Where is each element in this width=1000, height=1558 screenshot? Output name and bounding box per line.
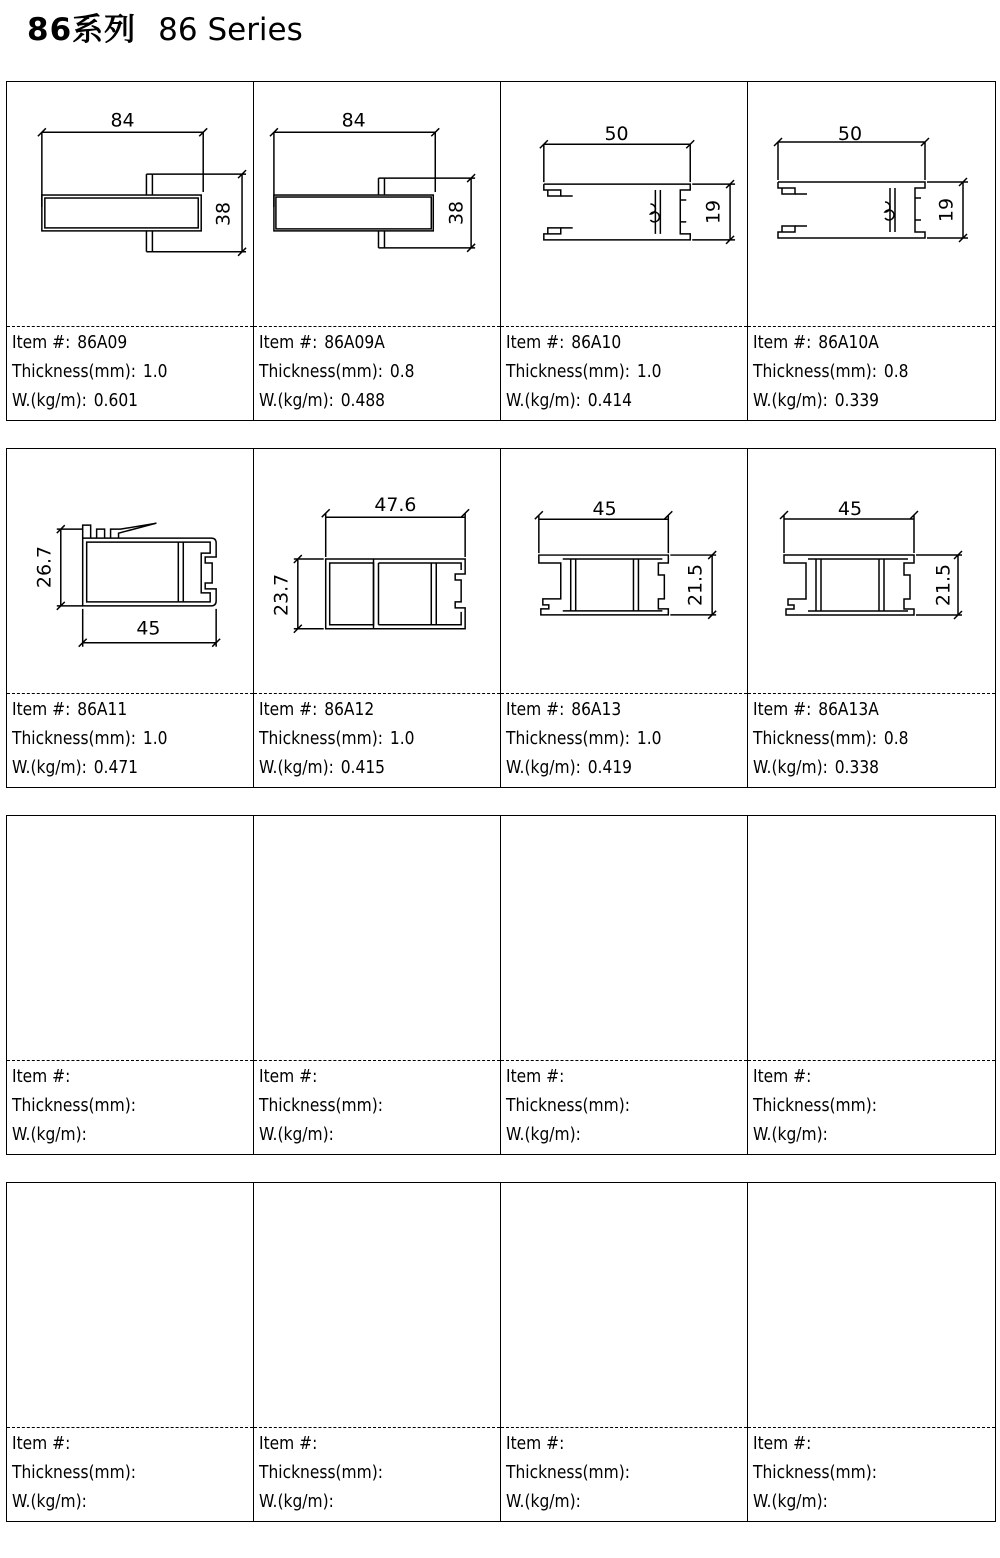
profile-info [753, 1062, 884, 1149]
item-label: Item #: [506, 1433, 565, 1454]
item-value: 86A12 [324, 699, 375, 720]
item-label: Item #: [259, 1433, 318, 1454]
profile-row-2 [6, 448, 996, 788]
item-label: Item #: [12, 1066, 71, 1087]
weight-label: W.(kg/m): [259, 390, 334, 411]
weight-label: W.(kg/m): [506, 1124, 581, 1145]
dim-height: 38 [445, 200, 468, 225]
item-label: Item #: [259, 332, 318, 353]
profile-drawing-86a10a [748, 82, 995, 324]
dashed-separator [748, 693, 995, 694]
profile-row-3 [6, 815, 996, 1155]
dashed-separator [748, 1427, 995, 1428]
profile-cell-empty [748, 816, 995, 1154]
dim-height: 19 [935, 197, 958, 223]
item-label: Item #: [753, 1066, 812, 1087]
dim-width: 84 [341, 109, 366, 132]
item-value: 86A09 [77, 332, 128, 353]
thickness-label: Thickness(mm): [506, 728, 630, 749]
weight-value: 0.338 [834, 757, 880, 778]
weight-label: W.(kg/m): [259, 1491, 334, 1512]
weight-label: W.(kg/m): [753, 1124, 828, 1145]
thickness-label: Thickness(mm): [259, 1462, 383, 1483]
weight-label: W.(kg/m): [506, 1491, 581, 1512]
weight-label: W.(kg/m): [259, 757, 334, 778]
thickness-label: Thickness(mm): [12, 1462, 136, 1483]
thickness-label: Thickness(mm): [753, 361, 877, 382]
profile-info [12, 1062, 143, 1149]
profile-cell-86a12 [254, 449, 501, 787]
dim-width: 84 [110, 109, 135, 132]
profile-cell-empty [748, 1183, 995, 1521]
dashed-separator [748, 1060, 995, 1061]
item-label: Item #: [753, 1433, 812, 1454]
item-label: Item #: [259, 699, 318, 720]
profile-drawing-86a09 [7, 82, 253, 324]
dashed-separator [254, 693, 500, 694]
item-value: 86A13A [818, 699, 879, 720]
profile-row-4 [6, 1182, 996, 1522]
dashed-separator [254, 326, 500, 327]
dashed-separator [7, 1427, 253, 1428]
dashed-separator [7, 1060, 253, 1061]
thickness-value: 1.0 [636, 361, 662, 382]
dim-height: 26.7 [33, 545, 56, 589]
thickness-value: 1.0 [142, 361, 168, 382]
profile-info [506, 328, 661, 415]
thickness-value: 0.8 [389, 361, 415, 382]
profile-row-1 [6, 81, 996, 421]
weight-label: W.(kg/m): [12, 757, 87, 778]
dashed-separator [748, 326, 995, 327]
weight-label: W.(kg/m): [506, 757, 581, 778]
thickness-value: 1.0 [142, 728, 168, 749]
profile-cell-86a10a [748, 82, 995, 420]
weight-label: W.(kg/m): [753, 757, 828, 778]
item-label: Item #: [753, 332, 812, 353]
dim-width: 45 [136, 617, 161, 640]
dim-height: 38 [212, 201, 235, 226]
profile-info [753, 1429, 884, 1516]
dim-width: 45 [837, 498, 863, 520]
item-value: 86A09A [324, 332, 385, 353]
profile-cell-empty [501, 1183, 748, 1521]
profile-drawing-86a12 [254, 449, 500, 691]
weight-value: 0.471 [93, 757, 139, 778]
thickness-label: Thickness(mm): [506, 1095, 630, 1116]
weight-label: W.(kg/m): [753, 1491, 828, 1512]
profile-info [506, 695, 661, 782]
dim-height: 21.5 [932, 563, 955, 607]
profile-drawing-86a11 [7, 449, 253, 691]
profile-info [506, 1429, 637, 1516]
weight-label: W.(kg/m): [259, 1124, 334, 1145]
profile-drawing-86a10 [501, 82, 747, 324]
profile-info [506, 1062, 637, 1149]
profile-cell-86a11 [7, 449, 254, 787]
profile-drawing-86a13a [748, 449, 995, 691]
profile-cell-empty [501, 816, 748, 1154]
item-value: 86A13 [571, 699, 622, 720]
dashed-separator [501, 693, 747, 694]
profile-cell-86a09a [254, 82, 501, 420]
profile-info [753, 695, 908, 782]
weight-label: W.(kg/m): [506, 390, 581, 411]
item-value: 86A11 [77, 699, 128, 720]
weight-label: W.(kg/m): [12, 1491, 87, 1512]
profile-cell-empty [254, 816, 501, 1154]
profile-cell-empty [7, 1183, 254, 1521]
thickness-value: 1.0 [389, 728, 415, 749]
dim-width: 47.6 [374, 494, 417, 517]
profile-cell-86a10 [501, 82, 748, 420]
thickness-label: Thickness(mm): [506, 361, 630, 382]
item-label: Item #: [12, 699, 71, 720]
dim-height: 21.5 [684, 563, 707, 606]
profile-cell-empty [254, 1183, 501, 1521]
weight-label: W.(kg/m): [12, 390, 87, 411]
dashed-separator [7, 693, 253, 694]
dashed-separator [7, 326, 253, 327]
dim-width: 50 [604, 123, 629, 146]
profile-drawing-86a13 [501, 449, 747, 691]
item-label: Item #: [506, 332, 565, 353]
item-label: Item #: [506, 1066, 565, 1087]
thickness-label: Thickness(mm): [259, 1095, 383, 1116]
thickness-label: Thickness(mm): [259, 728, 383, 749]
weight-label: W.(kg/m): [12, 1124, 87, 1145]
thickness-value: 0.8 [883, 728, 909, 749]
profile-cell-86a09 [7, 82, 254, 420]
title-english: 86 Series [158, 12, 303, 48]
thickness-label: Thickness(mm): [12, 1095, 136, 1116]
weight-label: W.(kg/m): [753, 390, 828, 411]
item-value: 86A10 [571, 332, 622, 353]
dim-height: 19 [702, 199, 725, 224]
weight-value: 0.415 [340, 757, 386, 778]
weight-value: 0.339 [834, 390, 880, 411]
weight-value: 0.601 [93, 390, 139, 411]
dashed-separator [501, 1060, 747, 1061]
weight-value: 0.488 [340, 390, 386, 411]
thickness-label: Thickness(mm): [753, 1462, 877, 1483]
dashed-separator [501, 326, 747, 327]
thickness-label: Thickness(mm): [12, 361, 136, 382]
profile-cell-empty [7, 816, 254, 1154]
page-title [27, 8, 303, 52]
thickness-value: 1.0 [636, 728, 662, 749]
thickness-value: 0.8 [883, 361, 909, 382]
item-label: Item #: [506, 699, 565, 720]
profile-info [12, 695, 167, 782]
thickness-label: Thickness(mm): [753, 728, 877, 749]
thickness-label: Thickness(mm): [259, 361, 383, 382]
dim-width: 45 [592, 498, 617, 521]
dim-width: 50 [837, 123, 863, 145]
profile-info [12, 1429, 143, 1516]
dashed-separator [501, 1427, 747, 1428]
profile-cell-86a13a [748, 449, 995, 787]
weight-value: 0.414 [587, 390, 633, 411]
profile-info [259, 1062, 390, 1149]
item-value: 86A10A [818, 332, 879, 353]
title-chinese: 86系列 [27, 12, 137, 48]
item-label: Item #: [259, 1066, 318, 1087]
dashed-separator [254, 1427, 500, 1428]
item-label: Item #: [12, 1433, 71, 1454]
profile-info [259, 695, 414, 782]
thickness-label: Thickness(mm): [506, 1462, 630, 1483]
weight-value: 0.419 [587, 757, 633, 778]
thickness-label: Thickness(mm): [753, 1095, 877, 1116]
profile-info [12, 328, 167, 415]
dashed-separator [254, 1060, 500, 1061]
item-label: Item #: [12, 332, 71, 353]
profile-cell-86a13 [501, 449, 748, 787]
profile-info [259, 328, 414, 415]
profile-info [753, 328, 908, 415]
profile-info [259, 1429, 390, 1516]
thickness-label: Thickness(mm): [12, 728, 136, 749]
dim-height: 23.7 [270, 573, 293, 616]
item-label: Item #: [753, 699, 812, 720]
profile-drawing-86a09a [254, 82, 500, 324]
